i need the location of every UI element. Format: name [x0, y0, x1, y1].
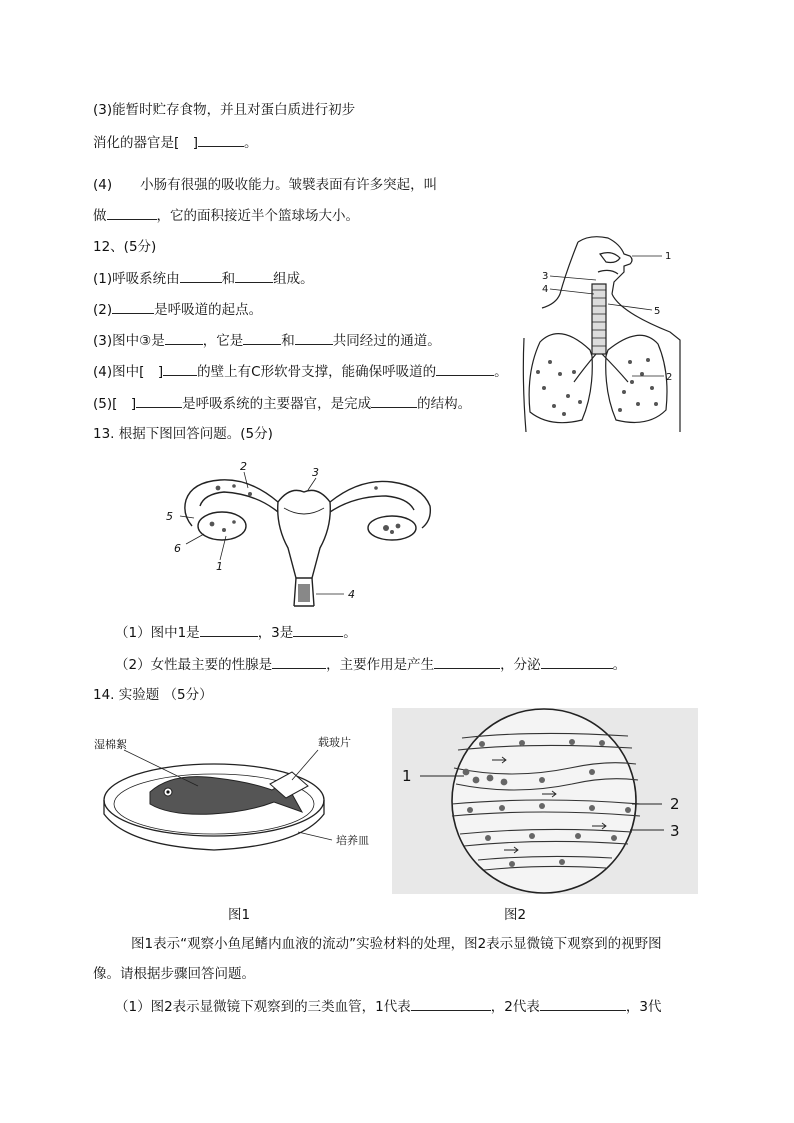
answer-blank[interactable] — [540, 997, 626, 1011]
q12-text: (5)[ ] — [93, 396, 137, 412]
answer-blank[interactable] — [200, 623, 258, 637]
label-glass-slide: 载玻片 — [318, 736, 351, 749]
q12-line1 — [93, 269, 314, 288]
q11-part4-line1 — [93, 176, 437, 194]
microscope-view-figure — [392, 708, 698, 894]
vessel-label-2: 2 — [670, 795, 680, 813]
q14-text: （1）图2表示显微镜下观察到的三类血管，1代表 — [115, 999, 411, 1015]
q12-text: 的结构。 — [417, 396, 472, 412]
answer-blank[interactable] — [272, 655, 326, 669]
answer-blank[interactable] — [198, 133, 244, 147]
answer-blank[interactable] — [293, 623, 343, 637]
q14-title: 14. 实验题 （5分） — [93, 687, 213, 703]
q12-text: (2) — [93, 302, 113, 318]
resp-label-5: 5 — [654, 306, 661, 317]
q11-part4-line2 — [93, 206, 359, 225]
female-reproductive-figure — [160, 456, 450, 612]
repro-label-6: 6 — [174, 542, 181, 555]
repro-label-5: 5 — [166, 510, 173, 523]
q13-line1 — [115, 623, 357, 642]
respiratory-system-figure — [520, 232, 690, 438]
label-wet-cotton: 湿棉絮 — [94, 738, 127, 751]
q12-text: 和 — [281, 333, 295, 349]
figure1-caption: 图1 — [228, 907, 251, 923]
repro-label-4: 4 — [348, 588, 355, 601]
answer-blank[interactable] — [180, 269, 222, 283]
q12-text: 共同经过的通道。 — [332, 333, 441, 349]
answer-blank[interactable] — [112, 300, 154, 314]
q12-line5 — [93, 394, 471, 413]
answer-blank[interactable] — [411, 997, 491, 1011]
answer-blank[interactable] — [243, 331, 281, 345]
q14-text: ，3代 — [625, 999, 662, 1015]
q11-part4-text2: 做 — [93, 208, 107, 224]
figure2-caption: 图2 — [504, 907, 527, 923]
q12-text: 是呼吸系统的主要器官，是完成 — [182, 396, 372, 412]
q13-text: ，3是 — [257, 625, 294, 641]
q12-text: (3)图中③是 — [93, 333, 165, 349]
q12-text: 的壁上有C形软骨支撑，能确保呼吸道的 — [197, 364, 437, 380]
answer-blank[interactable] — [434, 655, 500, 669]
answer-blank[interactable] — [107, 206, 157, 220]
label-petri-dish: 培养皿 — [336, 834, 369, 847]
q13-text: 。 — [612, 657, 627, 673]
q12-text: (4)图中[ ] — [93, 364, 164, 380]
q12-text: ，它是 — [202, 333, 244, 349]
q13-text: （1）图中1是 — [115, 625, 200, 641]
answer-blank[interactable] — [371, 394, 417, 408]
q12-line4 — [93, 362, 508, 381]
q11-part3-line1: (3)能暂时贮存食物，并且对蛋白质进行初步 — [93, 102, 356, 118]
resp-label-4: 4 — [542, 284, 549, 295]
q12-text: 组成。 — [273, 271, 314, 287]
q14-paragraph-line2: 像。请根据步骤回答问题。 — [93, 966, 255, 982]
q12-title: 12、(5分) — [93, 239, 157, 255]
q12-text: 是呼吸道的起点。 — [154, 302, 263, 318]
answer-blank[interactable] — [295, 331, 333, 345]
q14-text: ，2代表 — [490, 999, 540, 1015]
answer-blank[interactable] — [165, 331, 203, 345]
q13-text: ，主要作用是产生 — [326, 657, 435, 673]
q11-part3-line2 — [93, 133, 258, 152]
repro-label-3: 3 — [312, 466, 319, 479]
vessel-label-1: 1 — [402, 767, 412, 785]
q13-text: ，分泌 — [500, 657, 541, 673]
resp-label-1: 1 — [665, 251, 672, 262]
resp-label-2: 2 — [666, 372, 673, 383]
q11-part4-text: 小肠有很强的吸收能力。皱襞表面有许多突起，叫 — [140, 177, 438, 193]
q11-part4-number: (4) — [93, 177, 113, 193]
answer-blank[interactable] — [136, 394, 182, 408]
answer-blank[interactable] — [541, 655, 613, 669]
q11-part3-end: 。 — [244, 135, 258, 151]
repro-label-1: 1 — [216, 560, 223, 573]
fish-petri-dish-figure — [88, 728, 388, 858]
q12-line3 — [93, 331, 441, 350]
q13-line2 — [115, 655, 626, 674]
q13-title: 13. 根据下图回答问题。(5分) — [93, 426, 273, 442]
q11-part3-text: 消化的器官是[ ] — [93, 135, 199, 151]
answer-blank[interactable] — [436, 362, 494, 376]
q13-text: 。 — [343, 625, 357, 641]
q12-text: (1)呼吸系统由 — [93, 271, 180, 287]
q14-paragraph-line1: 图1表示“观察小鱼尾鳍内血液的流动”实验材料的处理，图2表示显微镜下观察到的视野图 — [131, 936, 662, 952]
resp-label-3: 3 — [542, 271, 549, 282]
q12-text: 。 — [494, 364, 508, 380]
q11-part4-end: ，它的面积接近半个篮球场大小。 — [156, 208, 359, 224]
vessel-label-3: 3 — [670, 822, 680, 840]
q12-text: 和 — [221, 271, 236, 287]
q12-line2 — [93, 300, 262, 319]
answer-blank[interactable] — [235, 269, 273, 283]
repro-label-2: 2 — [240, 460, 247, 473]
answer-blank[interactable] — [163, 362, 197, 376]
q14-question1 — [115, 997, 661, 1016]
q13-text: （2）女性最主要的性腺是 — [115, 657, 273, 673]
